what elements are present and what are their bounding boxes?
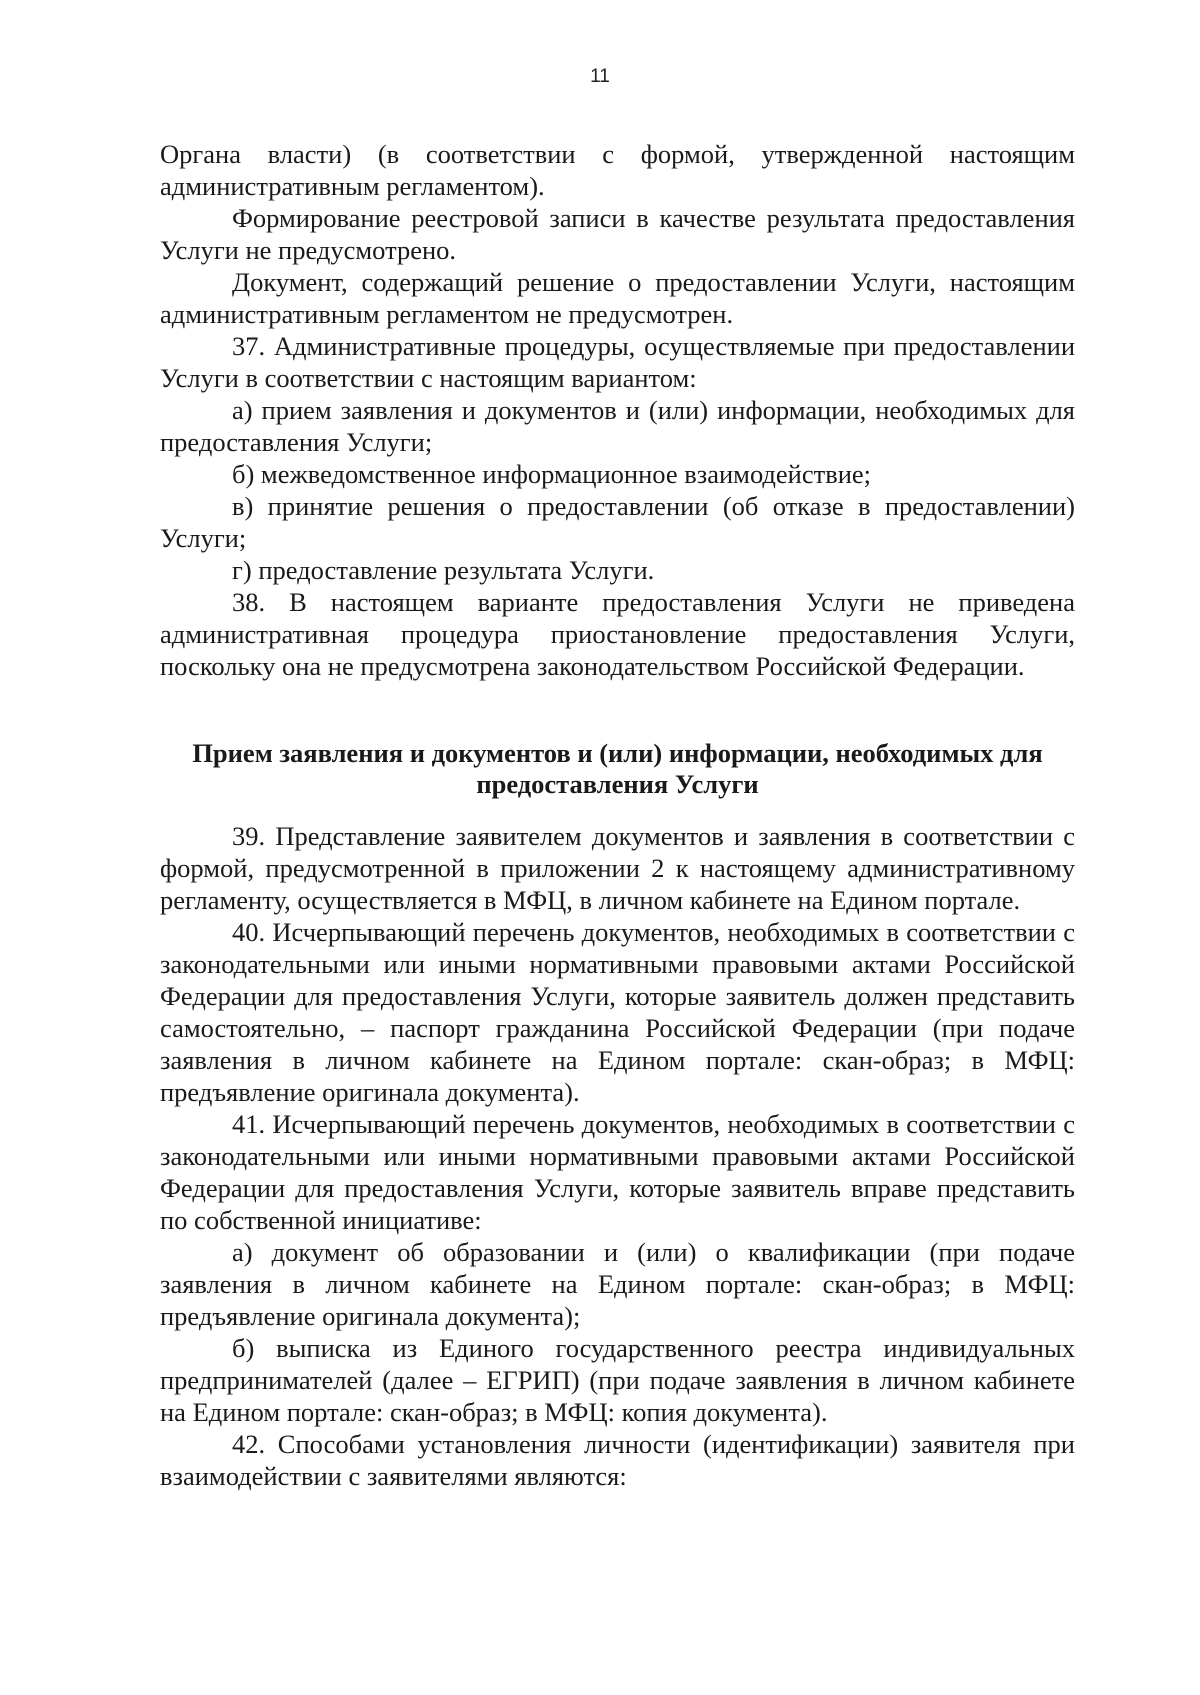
list-item: б) межведомственное информационное взаимодействие; bbox=[232, 459, 872, 489]
document-body bbox=[160, 138, 1075, 1492]
paragraph-item-41: 41. Исчерпывающий перечень документов, необходимых в соответствии с законодательными или иными нормативными правовыми актами Российской Федерации для предоставления Услуги, которые заявитель вправе представить по собственной инициативе: bbox=[160, 1109, 1075, 1235]
list-item: в) принятие решения о предоставлении (об отказе в предоставлении) Услуги; bbox=[160, 491, 1075, 553]
page-number: 11 bbox=[590, 66, 610, 87]
paragraph-item-37: 37. Административные процедуры, осуществляемые при предоставлении Услуги в соответствии с настоящим вариантом: bbox=[160, 331, 1075, 393]
paragraph-item-42: 42. Способами установления личности (идентификации) заявителя при взаимодействии с заявителями являются: bbox=[160, 1429, 1075, 1491]
paragraph: Формирование реестровой записи в качестве результата предоставления Услуги не предусмотрено. bbox=[160, 203, 1075, 265]
paragraph-item-39: 39. Представление заявителем документов и заявления в соответствии с формой, предусмотренной в приложении 2 к настоящему административному регламенту, осуществляется в МФЦ, в личном кабинете на Едином портале. bbox=[160, 821, 1075, 915]
paragraph-item-38: 38. В настоящем варианте предоставления Услуги не приведена административная процедура приостановление предоставления Услуги, поскольку она не предусмотрена законодательством Российской Федерации. bbox=[160, 587, 1075, 681]
paragraph-item-40: 40. Исчерпывающий перечень документов, необходимых в соответствии с законодательными или иными нормативными правовыми актами Российской Федерации для предоставления Услуги, которые заявитель должен представить самостоятельно, – паспорт гражданина Российской Федерации (при подаче заявления в личном кабинете на Едином портале: скан-образ; в МФЦ: предъявление оригинала документа). bbox=[160, 917, 1075, 1107]
list-item: а) документ об образовании и (или) о квалификации (при подаче заявления в личном кабинете на Едином портале: скан-образ; в МФЦ: предъявление оригинала документа); bbox=[160, 1237, 1075, 1331]
list-item: г) предоставление результата Услуги. bbox=[232, 555, 655, 585]
paragraph: Органа власти) (в соответствии с формой, утвержденной настоящим административным регламентом). bbox=[160, 139, 1075, 201]
list-item: а) прием заявления и документов и (или) информации, необходимых для предоставления Услуги; bbox=[160, 395, 1075, 457]
section-heading: Прием заявления и документов и (или) информации, необходимых для предоставления Услуги bbox=[192, 738, 1043, 799]
paragraph: Документ, содержащий решение о предоставлении Услуги, настоящим административным регламентом не предусмотрен. bbox=[160, 267, 1075, 329]
list-item: б) выписка из Единого государственного реестра индивидуальных предпринимателей (далее – ЕГРИП) (при подаче заявления в личном кабинете на Едином портале: скан-образ; в МФЦ: копия документа). bbox=[160, 1333, 1075, 1427]
